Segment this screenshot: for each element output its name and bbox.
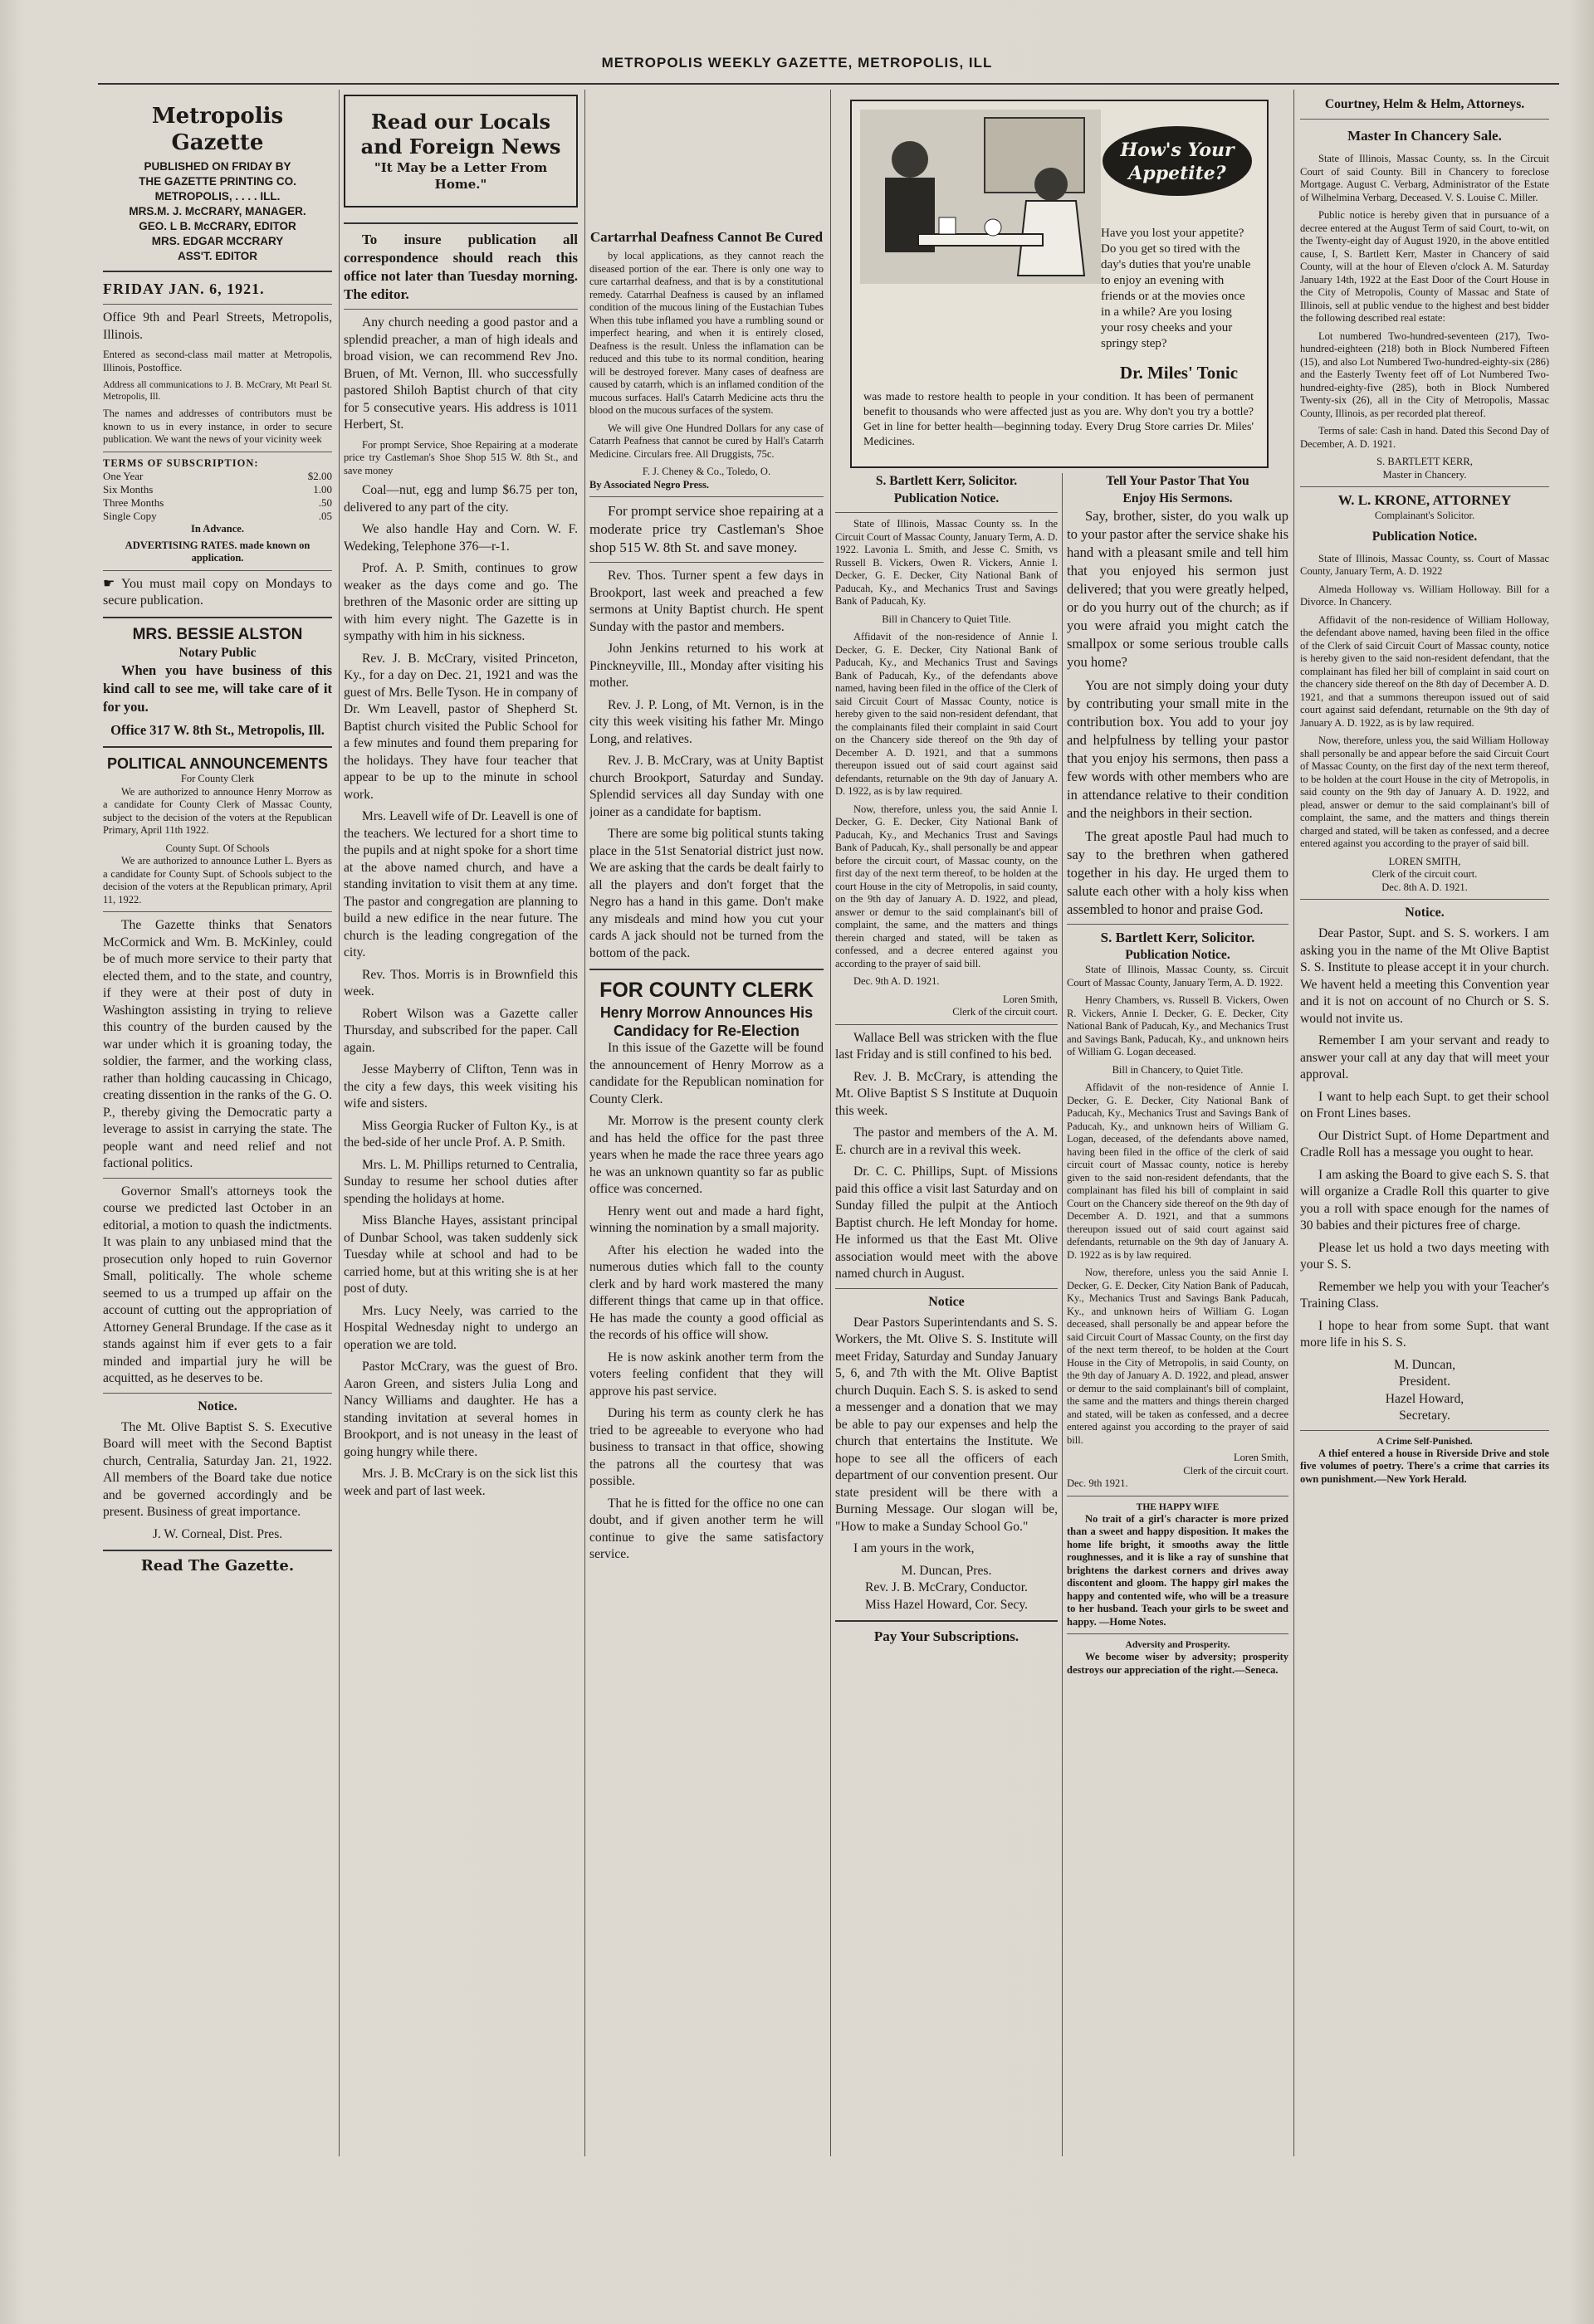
divider (103, 304, 332, 305)
local-item: Mrs. J. B. McCrary is on the sick list this week and part of last week. (344, 1467, 578, 1498)
local-item: Robert Wilson was a Gazette caller Thursday, and subscribed for the paper. Call again. (344, 1006, 578, 1055)
column-rule (584, 90, 585, 2156)
local-item: Rev. J. B. McCrary, was at Unity Baptist church Brookport, Saturday and Sunday. Splendid services all day Sunday with one joiner as a candidate for baptism. (589, 754, 824, 819)
footer-read: Read The Gazette. (140, 1557, 295, 1575)
local-item: Pastor McCrary, was the guest of Bro. Aaron Green, and sisters Julia Long and Nancy Williams and daughter. He has a standing invitation at several homes in Brookport, and is not uneasy in the least of going hungry while there. (344, 1360, 578, 1459)
column-2 (344, 91, 578, 2158)
crime-head: A Crime Self-Punished. (1376, 1436, 1473, 1447)
sale-sign: Master in Chancery. (1382, 468, 1467, 481)
pub-sign: LOREN SMITH, (1388, 855, 1461, 867)
pub-line: MRS.M. J. McCRARY, MANAGER. (129, 205, 306, 217)
local-item: Mrs. L. M. Phillips returned to Centralia, Sunday to resume her school duties after spending the holidays at home. (344, 1157, 578, 1206)
legal-para: Now, therefore, unless you, the said Annie I. Decker, G. E. Decker, City National Bank of Paducah, Ky., and Mechanics Trust and Savings Bank of Paducah, Ky., shall personally be and appear before the circuit court, of Massac county, on the first day of the next term thereof, to be holden at the court House in the city of Metropolis, in said county, on the 9th day of January A. D. 1922, and plead, answer or demur to the said complainant's bill of complaint, the same, and the matters and things therein charged and stated, will be taken as confessed, and a decree entered against you according to the prayer of said bill. (835, 803, 1058, 969)
notice-sign: Hazel Howard, (1385, 1391, 1464, 1406)
divider (835, 1288, 1058, 1289)
sub-label: Six Months (103, 483, 154, 496)
notice-para: Our District Supt. of Home Department and Cradle Roll has a message you ought to hear. (1300, 1128, 1549, 1160)
divider (1300, 119, 1549, 120)
sale-para: Terms of sale: Cash in hand. Dated this Second Day of December, A. D. 1921. (1300, 425, 1549, 450)
pub-line: ASS'T. EDITOR (178, 250, 257, 262)
local-item: Rev. Thos. Turner spent a few days in Brookport, last week and preached a few sermons at Unity Baptist church. He spent Sunday with the pastor and members. (589, 569, 824, 634)
publication-notice-head: Publication Notice. (1372, 530, 1478, 544)
local-item: Jesse Mayberry of Clifton, Tenn was in the city a few days, this week visiting his wife and sisters. (344, 1062, 578, 1111)
institute-notice-title: Notice (928, 1294, 965, 1309)
institute-close: I am yours in the work, (853, 1541, 975, 1555)
legal-para: Henry Chambers, vs. Russell B. Vickers, Owen R. Vickers, Annie I. Decker, G. E. Decker, City National Bank of Paducah, Ky., and Mechanics Trust and Savings Bank, Paducah, Ky., and unknown heirs of William G. Logan deceased. (1067, 994, 1288, 1057)
clerk-para: Mr. Morrow is the present county clerk and has held the office for the past three years when he made the race three years ago he was an unknown quantity so far as public office was concerned. (589, 1114, 824, 1196)
gazette-editorial: The Gazette thinks that Senators McCormick and Wm. B. McKinley, could be of much more service to their party that elected them, and to the state, and country, if they were at their post of duty in Washington assisting in trying to relieve this country of the burden caused by the war under which it is groaning today, the soldier, the farmer, and the working class, rather than holding caucassing in Chicago, creating dissention in the ranks of the G. O. P., thereby giving the Democratic party a leverage to assist in carrying the state. The people want and need relief and not factional politics. (103, 918, 332, 1170)
institute-sign: M. Duncan, Pres. (901, 1563, 992, 1578)
county-clerk-head: For County Clerk (180, 773, 255, 784)
pastor-para: Say, brother, sister, do you walk up to your pastor after the service shake his hand with a pleasant smile and tell him that you enjoyed his sermon just delivered; that you were greatly helped, or do you hurry out of the church; as if you were afraid you might catch the smallpox or some serious trouble calls you home? (1067, 508, 1288, 670)
pointing-hand-icon: ☛ (103, 576, 121, 591)
pub-line: GEO. L B. McCRARY, EDITOR (139, 220, 296, 232)
local-item: For prompt Service, Shoe Repairing at a moderate price try Castleman's Shoe Shop 515 W. 8th St., and save money (344, 438, 578, 476)
divider (589, 969, 824, 970)
column-5 (1300, 91, 1549, 2158)
notary-office: Office 317 W. 8th St., Metropolis, Ill. (110, 722, 325, 738)
kerr-subhead: Publication Notice. (893, 491, 1000, 505)
local-item: Rev. J. B. McCrary, visited Princeton, Ky., for a day on Dec. 21, 1921 and was the guest of Mrs. Belle Tyson. He in company of Dr. Wm Leavell, pastor of Shepherd St. Baptist church visited the Public School for a few minutes and found them preparing for the holidays. They have four teacher that appear to be up to the minute in school work. (344, 651, 578, 802)
column-3 (589, 91, 824, 2158)
divider (589, 496, 824, 497)
schools-text: We are authorized to announce Luther L. Byers as a candidate for County Supt. of Schools subject to the decision of the voters at the Republican primary, April 11, 1922. (103, 855, 332, 906)
column-1 (103, 91, 332, 2158)
names-note: The names and addresses of contributors must be known to us in every instance, in order to secure publication. We want the news of your vicinity week (103, 408, 332, 445)
notice-para: I hope to hear from some Supt. that want more life in his S. S. (1300, 1318, 1549, 1350)
notice-para: I want to help each Supt. to get their school on Front Lines bases. (1300, 1089, 1549, 1120)
dr-miles-ad (850, 100, 1269, 468)
spacer (589, 91, 824, 224)
publisher-block (103, 159, 332, 264)
local-item: Prof. A. P. Smith, continues to grow weaker as the days come and go. The brethren of the Masonic order are sitting up with him every night. The Gazette is in sympathy with him in his sickness. (344, 561, 578, 643)
column-4-left (835, 473, 1058, 2158)
local-item: Mrs. Lucy Neely, was carried to the Hospital Wednesday night to undergo an operation we are told. (344, 1303, 578, 1352)
local-item: The pastor and members of the A. M. E. church are in a revival this week. (835, 1125, 1058, 1157)
mail-note-text: You must mail copy on Mondays to secure publication. (103, 576, 332, 608)
masthead: METROPOLIS WEEKLY GAZETTE, METROPOLIS, ILL (601, 55, 993, 71)
notice-sign: Secretary. (1399, 1409, 1450, 1423)
headline-bubble (1101, 124, 1254, 198)
sale-para: Public notice is hereby given that in pursuance of a decree entered at the August Term of said Court, to-wit, on the Twenty-eight day of August 1920, in the above entitled cause, I, S. Bartlett Kerr, Master in Chancery of said County, will at the hour of Eleven o'clock A. M. Saturday January 14th, 1922 at the East Door of the Court House in the City of Metropolis, County of Massac and State of Illinois, sell at public vendue to the highest and best bidder the following described real estate: (1300, 209, 1549, 324)
legal-para: Dec. 9th A. D. 1921. (853, 975, 940, 987)
institute-notice: Dear Pastors Superintendants and S. S. Workers, the Mt. Olive S. S. Institute will meet Friday, Saturday and Sunday January 5, 6, and 7th with the Mt. Olive Baptist church Duquin. Each S. S. is asked to send a messenger and a donation that we may be able to pay our expenses and help the church that entertains the Institute. We hope to see all the officers of each department of our convention present. Our state president will be there with a Burning Message. Our slogan will be, "How to make a Sunday School Go." (835, 1315, 1058, 1534)
divider (1067, 924, 1288, 925)
divider (103, 570, 332, 571)
legal-para: Bill in Chancery, to Quiet Title. (1112, 1063, 1244, 1076)
happy-wife-head: THE HAPPY WIFE (1136, 1501, 1220, 1512)
local-item: Rev. Thos. Morris is in Brownfield this week. (344, 967, 578, 998)
divider (103, 1393, 332, 1394)
sale-sign: S. BARTLETT KERR, (1376, 456, 1473, 467)
local-item: There are some big political stunts taking place in the 51st Senatorial district just now. We are asking that the cards be dealt fairly to all the players and don't forget that the Negro has a hand in this game. Don't make any misdeals and mind how you cut your cards A jack should not be turned from the bottom of the pack. (589, 827, 824, 960)
pastor-para: The great apostle Paul had much to say to the brethren when gathered together in his day. He urged them to salute each other with a holy kiss when assembled to honor and praise God. (1067, 828, 1288, 917)
divider (589, 562, 824, 563)
legal-para: Now, therefore, unless you the said Annie I. Decker, G. E. Decker, City Nation Bank of Paducah, Ky., Mechanics Trust and Savings Bank Paducah, Ky., and unknown heirs of William G. Logan deceased, shall personally be and appear before the said Circuit Court of Massac County, on the first day of the next term thereof, to be holden at the Court House in the City of Metropolis, in said County, on the 9th day of January A. D. 1922, and plead, answer or demur to the said complainant's bill of complaint, the same and the matters and things therein charged and stated, will be taken as confessed, and a decree entered against you according to the prayer of said bill. (1067, 1267, 1288, 1446)
legal-sign: Clerk of the circuit court. (952, 1006, 1058, 1018)
clerk-para: In this issue of the Gazette will be found the announcement of Henry Morrow as a candidate for the Republican nomination for County Clerk. (589, 1041, 824, 1106)
clerk-para: Henry went out and made a hard fight, winning the nomination by a small majority. (589, 1204, 824, 1235)
divider (1300, 1430, 1549, 1431)
column-4-right (1067, 473, 1288, 2158)
pastor-para: You are not simply doing your duty by contributing your small mite in the contribution box. You add to your joy and helpfulness by telling your pastor that you enjoy his sermons, then pass a few words with other members who are in attendance relative to their condition and the neighbors in their section. (1067, 677, 1288, 821)
paper-title: Metropolis Gazette (151, 104, 284, 155)
shoe-ad: For prompt service shoe repairing at a moderate price try Castleman's Shoe shop 515 W. 8th St. and save money. (589, 503, 824, 555)
locals-banner-sub: "It May be a Letter From Home." (374, 160, 548, 192)
sub-price: .05 (318, 510, 332, 522)
sub-label: Three Months (103, 496, 164, 509)
notice-para: Remember we help you with your Teacher's Training Class. (1300, 1279, 1549, 1311)
subscription-row (103, 510, 332, 523)
notice-sign: M. Duncan, (1393, 1357, 1456, 1372)
county-clerk-headline: FOR COUNTY CLERK (599, 979, 814, 1002)
pub-line: MRS. EDGAR MCCRARY (151, 235, 284, 247)
county-clerk-text: We are authorized to announce Henry Morrow as a candidate for County Clerk of Massac County, subject to the decision of the voters at the Republican Primary, April 11th 1922. (103, 785, 332, 836)
sub-label: One Year (103, 470, 144, 482)
notice-para: Remember I am your servant and ready to answer your call at any day that will meet your approval. (1300, 1033, 1549, 1081)
subscription-row (103, 483, 332, 496)
local-item: Dr. C. C. Phillips, Supt. of Missions paid this office a visit last Saturday and on Sunday filled the pulpit at the Antioch Baptist church. He left Monday for home. He informed us that the East Mt. Olive association would meet with the above named church in August. (835, 1164, 1058, 1281)
notary-name: MRS. BESSIE ALSTON (132, 625, 303, 643)
crime-text: A thief entered a house in Riverside Drive and stole five volumes of poetry. There's a crime that carries its own punishment.—New York Herald. (1300, 1447, 1549, 1485)
subscription-row (103, 496, 332, 510)
masthead-rule (98, 83, 1559, 85)
headline-text-1: How's Your (1120, 139, 1235, 161)
ad-intro: Have you lost your appetite? Do you get so tired with the day's duties that you're unable to enjoy an evening with friends or at the movies once in a while? Are you losing your rosy cheeks and your springy step? (1101, 227, 1251, 350)
advance-note: In Advance. (191, 523, 244, 535)
notice-text: The Mt. Olive Baptist S. S. Executive Board will meet with the Second Baptist church, Centralia, Saturday Jan. 21, 1922. All members of the Board take due notice and be governed accordingly and be present. Business of great importance. (103, 1419, 332, 1519)
pub-para: Almeda Holloway vs. William Holloway. Bill for a Divorce. In Chancery. (1300, 583, 1549, 608)
divider (835, 512, 1058, 513)
column-rule (339, 90, 340, 2156)
locals-banner-title: Read our Locals and Foreign News (360, 110, 561, 159)
divider (835, 1024, 1058, 1025)
kerr-head-2: S. Bartlett Kerr, Solicitor. (1100, 930, 1255, 945)
attorneys-head: Courtney, Helm & Helm, Attorneys. (1324, 97, 1525, 111)
local-item: John Jenkins returned to his work at Pinckneyville, Ill., Monday after visiting his mother. (589, 642, 824, 690)
dining-illustration (860, 110, 1101, 284)
clerk-para: He is now askink another term from the voters feeling confident that they will approve his past service. (589, 1350, 824, 1399)
divider (344, 309, 578, 310)
legal-sign: Loren Smith, (1003, 993, 1058, 1005)
subscription-table (103, 470, 332, 523)
legal-para: Bill in Chancery to Quiet Title. (882, 613, 1011, 625)
pub-sign: Clerk of the circuit court. (1372, 868, 1478, 880)
pub-date: Dec. 8th A. D. 1921. (1381, 881, 1468, 893)
column-rule (1293, 90, 1294, 2156)
divider (835, 1620, 1058, 1622)
divider (1300, 486, 1549, 487)
sale-para: Lot numbered Two-hundred-seventeen (217), Two-hundred-eighteen (218) both in Block Numbered Fifteen (15), and also Lot Numbered Two-hundred-eighty-six (286) and the Easterly Twenty feet off of Lot Numbered Two-hundred-eighty-five (285), both in Block Numbered Twenty-six (26), all in the City of Metropolis, Massac County, Illinois, as per recorded plat thereof. (1300, 330, 1549, 419)
notice-sign: J. W. Corneal, Dist. Pres. (152, 1526, 283, 1541)
kerr-subhead-2: Publication Notice. (1125, 947, 1230, 962)
governor-editorial: Governor Small's attorneys took the course we predicted last October in an editorial, a motion to quash the indictments. It was plain to any unbiased mind that the prosecution only hoped to ruin Governor Small, politically. The whole scheme seemed to us a trumped up affair on the account of cutting out the appropriation of Attorney General Brundage. If the case as it stands against him if ever gets to a fair minded and impartial jury he will be acquitted, as he deserves to be. (103, 1184, 332, 1385)
advertising-rates: ADVERTISING RATES. made known on application. (125, 539, 310, 564)
locals-banner (344, 95, 578, 208)
divider (103, 1178, 332, 1179)
ad-body: was made to restore health to people in your condition. It has been of permanent benefit to thousands who were affected just as you are. Why don't you try a bottle? Get in line for better health—beginning today. Every Drug Store carries Dr. Miles' Medicines. (863, 391, 1254, 448)
catarrh-text: by local applications, as they cannot reach the diseased portion of the ear. There is only one way to cure cartarrhal deafness, and that is by a constitutional remedy. Catarrhal Deafness is caused by an inflamed condition of the mucous lining of the Eustachian Tubes When this tube inflamed you have a rumbling sound or imperfect hearing, and when it is entirely closed, Deafness is the result. Unless the inflamation can be reduced and this tube to its normal condition, hearing will be destroyed forever. Many cases of deafness are caused by catarrh, which is an inflamed condition of the mucous surfaces. Hall's Catarrh Medicine acts thru the blood on the mucous surfaces of the system. (589, 250, 824, 416)
divider (103, 271, 332, 272)
clerk-para: After his election he waded into the numerous duties which fall to the county clerk and by hard work mastered the many different things that came up in that office. He has made the county a good official as the records of his office will show. (589, 1243, 824, 1342)
adversity-text: We become wiser by adversity; prosperity destroys our appreciation of the right.—Seneca. (1067, 1651, 1288, 1676)
legal-para: State of Illinois, Massac County, ss. Circuit Court of Massac County, January Term, A. D. 1922. (1067, 964, 1288, 989)
legal-sign: Clerk of the circuit court. (1183, 1464, 1288, 1477)
address-note: Address all communications to J. B. McCrary, Mt Pearl St. Metropolis, Ill. (103, 380, 332, 402)
happy-wife-text: No trait of a girl's character is more prized than a sweet and happy disposition. It makes the home life bright, it smooths away the little roughnesses, and it is like a ray of sunshine that brightens the darkest corners and drives away discontent and gloom. The happy girl makes the happy and contented wife, who will be a treasure to her husband. Teach your girls to be sweet and happy. —Home Notes. (1067, 1512, 1288, 1628)
chancery-sale-head: Master In Chancery Sale. (1347, 127, 1502, 144)
divider (103, 617, 332, 618)
column-rule (1062, 473, 1063, 2156)
local-item: Rev. J. B. McCrary, is attending the Mt. Olive Baptist S S Institute at Duquoin this week. (835, 1069, 1058, 1118)
pub-para: Affidavit of the non-residence of William Holloway, the defendant above named, having been filed in the office of the Clerk of said Circuit Court of Massac county, notice is hereby given to the said non-resident defendant, that the complainant has filed her bill of complaint in said court on the chancery side thereof on the 8th day of December A. D. 1921, and that a summons thereupon issued out of said court against said defendant, returnable on the 9th day of January A. D. 1922, as is by law required. (1300, 613, 1549, 729)
pub-para: State of Illinois, Massac County, ss. Court of Massac County, January Term, A. D. 1922 (1300, 552, 1549, 577)
legal-para: Affidavit of the non-residence of Annie I. Decker, G. E. Decker, City National Bank of Paducah, Ky., and Mechanics Trust and Savings Bank of Paducah, Ky., of the defendants above named, having been filed in the office of the Clerk of said Circuit Court of Massac County, notice is hereby given to the said non-resident defendant, that the complainants filed their complaint in said Court on the Chancery side thereof on the 9th day of December A. D. 1921, and that a summons thereupon issued out of said court against said defendants, returnable on the 9th day of January A. D. 1922, as is by law required. (835, 631, 1058, 797)
local-item: Any church needing a good pastor and a splendid preacher, a man of high ideals and broad vision, we can recommend Rev Jno. Bruen, of Mt. Vernon, Ill. who successfully pastored Shiloh Baptist church of that city for 5 consecutive years. His address is 1011 Herbert, St. (344, 315, 578, 432)
divider (1300, 899, 1549, 900)
insure-note: To insure publication all correspondence should reach this office not later than Tuesday morning. The editor. (344, 232, 578, 302)
sub-label: Single Copy (103, 510, 157, 522)
local-item: Rev. J. P. Long, of Mt. Vernon, is in the city this week visiting his father Mr. Mingo Long, and relatives. (589, 697, 824, 746)
local-item: Miss Blanche Hayes, assistant principal of Dunbar School, was taken suddenly sick Tuesday while at school and had to be carried home, but at this writing she is at her post of duty. (344, 1213, 578, 1296)
catarrh-sign: F. J. Cheney & Co., Toledo, O. (642, 466, 771, 477)
catarrh-title: Cartarrhal Deafness Cannot Be Cured (589, 229, 824, 245)
subscription-title: TERMS OF SUBSCRIPTION: (103, 456, 259, 469)
county-clerk-subhead: Henry Morrow Announces His Candidacy for Re-Election (599, 1004, 814, 1039)
pub-line: THE GAZETTE PRINTING CO. (139, 175, 296, 188)
local-item: Wallace Bell was stricken with the flue last Friday and is still confined to his bed. (835, 1030, 1058, 1062)
divider (1067, 1633, 1288, 1634)
local-item: Coal—nut, egg and lump $6.75 per ton, delivered to any part of the city. (344, 483, 578, 515)
adversity-head: Adversity and Prosperity. (1125, 1640, 1230, 1650)
divider (344, 222, 578, 224)
issue-date: FRIDAY JAN. 6, 1921. (103, 281, 265, 297)
mt-olive-notice-title: Notice. (1405, 906, 1445, 920)
institute-sign: Rev. J. B. McCrary, Conductor. (865, 1580, 1028, 1594)
local-item: Miss Georgia Rucker of Fulton Ky., is at the bed-side of her uncle Prof. A. P. Smith. (344, 1118, 578, 1150)
entered-note: Entered as second-class mail matter at Metropolis, Illinois, Postoffice. (103, 349, 332, 374)
pub-para: Now, therefore, unless you, the said William Holloway shall personally be and appear before the said Circuit Court of Massac County, on the first day of the next term thereof, to be holden at the court House in the city of Metropolis, in said county on the 9th day of January A. D. 1922, and plead, answer or demur to the said complainant's bill of complaint, the same, and the matters and things therein charged and stated, will be taken as confessed, and a decree entered against you according to the prayer of said bill. (1300, 735, 1549, 849)
headline-text-2: Appetite? (1128, 163, 1226, 184)
notice-para: I am asking the Board to give each S. S. that will organize a Cradle Roll this quarter to give you a roll with space enough for the names of 30 babies and their pictures free of charge. (1300, 1167, 1549, 1233)
notary-title: Notary Public (178, 645, 257, 660)
subscription-row (103, 470, 332, 483)
notary-text: When you have business of this kind call to see me, will take care of it for you. (103, 662, 332, 715)
krone-head: W. L. KRONE, ATTORNEY (1337, 492, 1512, 508)
catarrh-offer: We will give One Hundred Dollars for any case of Catarrh Peafness that cannot be cured by Hall's Catarrh Medicine. Circulars free. All Druggists, 75c. (589, 422, 824, 460)
clerk-para: During his term as county clerk he has tried to be agreeable to everyone who had business to transact in that office, showing the patrons all the courtesy that was possible. (589, 1406, 824, 1488)
notice-title: Notice. (198, 1399, 237, 1413)
mail-note (103, 576, 332, 610)
column-rule (830, 90, 831, 2156)
legal-sign: Loren Smith, (1234, 1452, 1288, 1463)
notice-para: Dear Pastor, Supt. and S. S. workers. I am asking you in the name of the Mt Olive Baptist S. S. Institute to please accept it in your church. We havent held a meeting this Convention year and it is not on account of no Church or S. S. would not invite us. (1300, 926, 1549, 1026)
office-address: Office 9th and Pearl Streets, Metropolis, Illinois. (103, 310, 332, 342)
notice-para: Please let us hold a two days meeting with your S. S. (1300, 1240, 1549, 1272)
notice-sign: President. (1399, 1374, 1450, 1389)
political-title: POLITICAL ANNOUNCEMENTS (106, 755, 328, 772)
clerk-para: That he is fitted for the office no one can doubt, and if given another term he will continue to give the same satisfactory service. (589, 1496, 824, 1561)
ad-brand: Dr. Miles' Tonic (1119, 363, 1239, 383)
legal-date: Dec. 9th 1921. (1067, 1477, 1128, 1489)
pub-line: PUBLISHED ON FRIDAY BY (144, 160, 291, 173)
institute-sign: Miss Hazel Howard, Cor. Secy. (864, 1597, 1029, 1612)
sub-price: 1.00 (313, 483, 332, 496)
sub-price: .50 (318, 496, 332, 509)
kerr-head: S. Bartlett Kerr, Solicitor. (875, 474, 1018, 488)
krone-subhead: Complainant's Solicitor. (1374, 509, 1475, 521)
legal-para: Affidavit of the non-residence of Annie I. Decker, G. E. Decker, City National Bank of Paducah, Ky., Mechanics Trust and Savings Bank of Paducah, Ky., and unknown heirs of William G. Logan, deceased, of the defendants above named, having been filed in the office of the clerk of said circuit court of Massac county, notice is hereby given to the said non-resident defendants, that the complainant has filed his bill of complaint in said Court on the Chancery side thereof on the 9th day of December A. D. 1921, and that a summons thereupon issued out of said court against said defendants, returnable on the 9th day of January A. D. 1922 as is by law required. (1067, 1081, 1288, 1261)
pub-line: METROPOLIS, . . . . ILL. (154, 190, 281, 203)
local-item: We also handle Hay and Corn. W. F. Wedeking, Telephone 376—r-1. (344, 522, 578, 554)
divider (103, 1550, 332, 1551)
legal-para: State of Illinois, Massac County ss. In the Circuit Court of Massac County, January Term, A. D. 1922. Lavonia L. Smith, and Jesse C. Smith, vs Russell B. Vickers, Owen R. Vickers, Annie I. Decker, G. E. Decker, City National Bank of Paducah, Ky., and Mechanics Trust and Savings Bank of Paducah, Ky. (835, 518, 1058, 607)
divider (103, 746, 332, 748)
footer-subscriptions: Pay Your Subscriptions. (873, 1628, 1019, 1644)
sale-para: State of Illinois, Massac County, ss. In the Circuit Court of said County. Bill in Chancery to foreclose Mortgage. August C. Verbarg, Administrator of the Estate of Wilhelmina Verbarg, Deceased. V. S. Louise C. Miller. (1300, 153, 1549, 203)
schools-head: County Supt. Of Schools (165, 842, 270, 854)
local-item: Mrs. Leavell wife of Dr. Leavell is one of the teachers. We lectured for a short time to the pupils and at night spoke for a short time at the above named church, and have a standing invitation to visit them at any time. The pastor and congregation are planning to build a new edifice in the near future. The church is the leading congregation of the city. (344, 809, 578, 959)
pastor-head: Tell Your Pastor That You (1106, 474, 1249, 488)
pastor-subhead: Enjoy His Sermons. (1122, 491, 1233, 505)
divider (103, 911, 332, 912)
sub-price: $2.00 (307, 470, 332, 482)
associated-press: By Associated Negro Press. (589, 478, 709, 491)
